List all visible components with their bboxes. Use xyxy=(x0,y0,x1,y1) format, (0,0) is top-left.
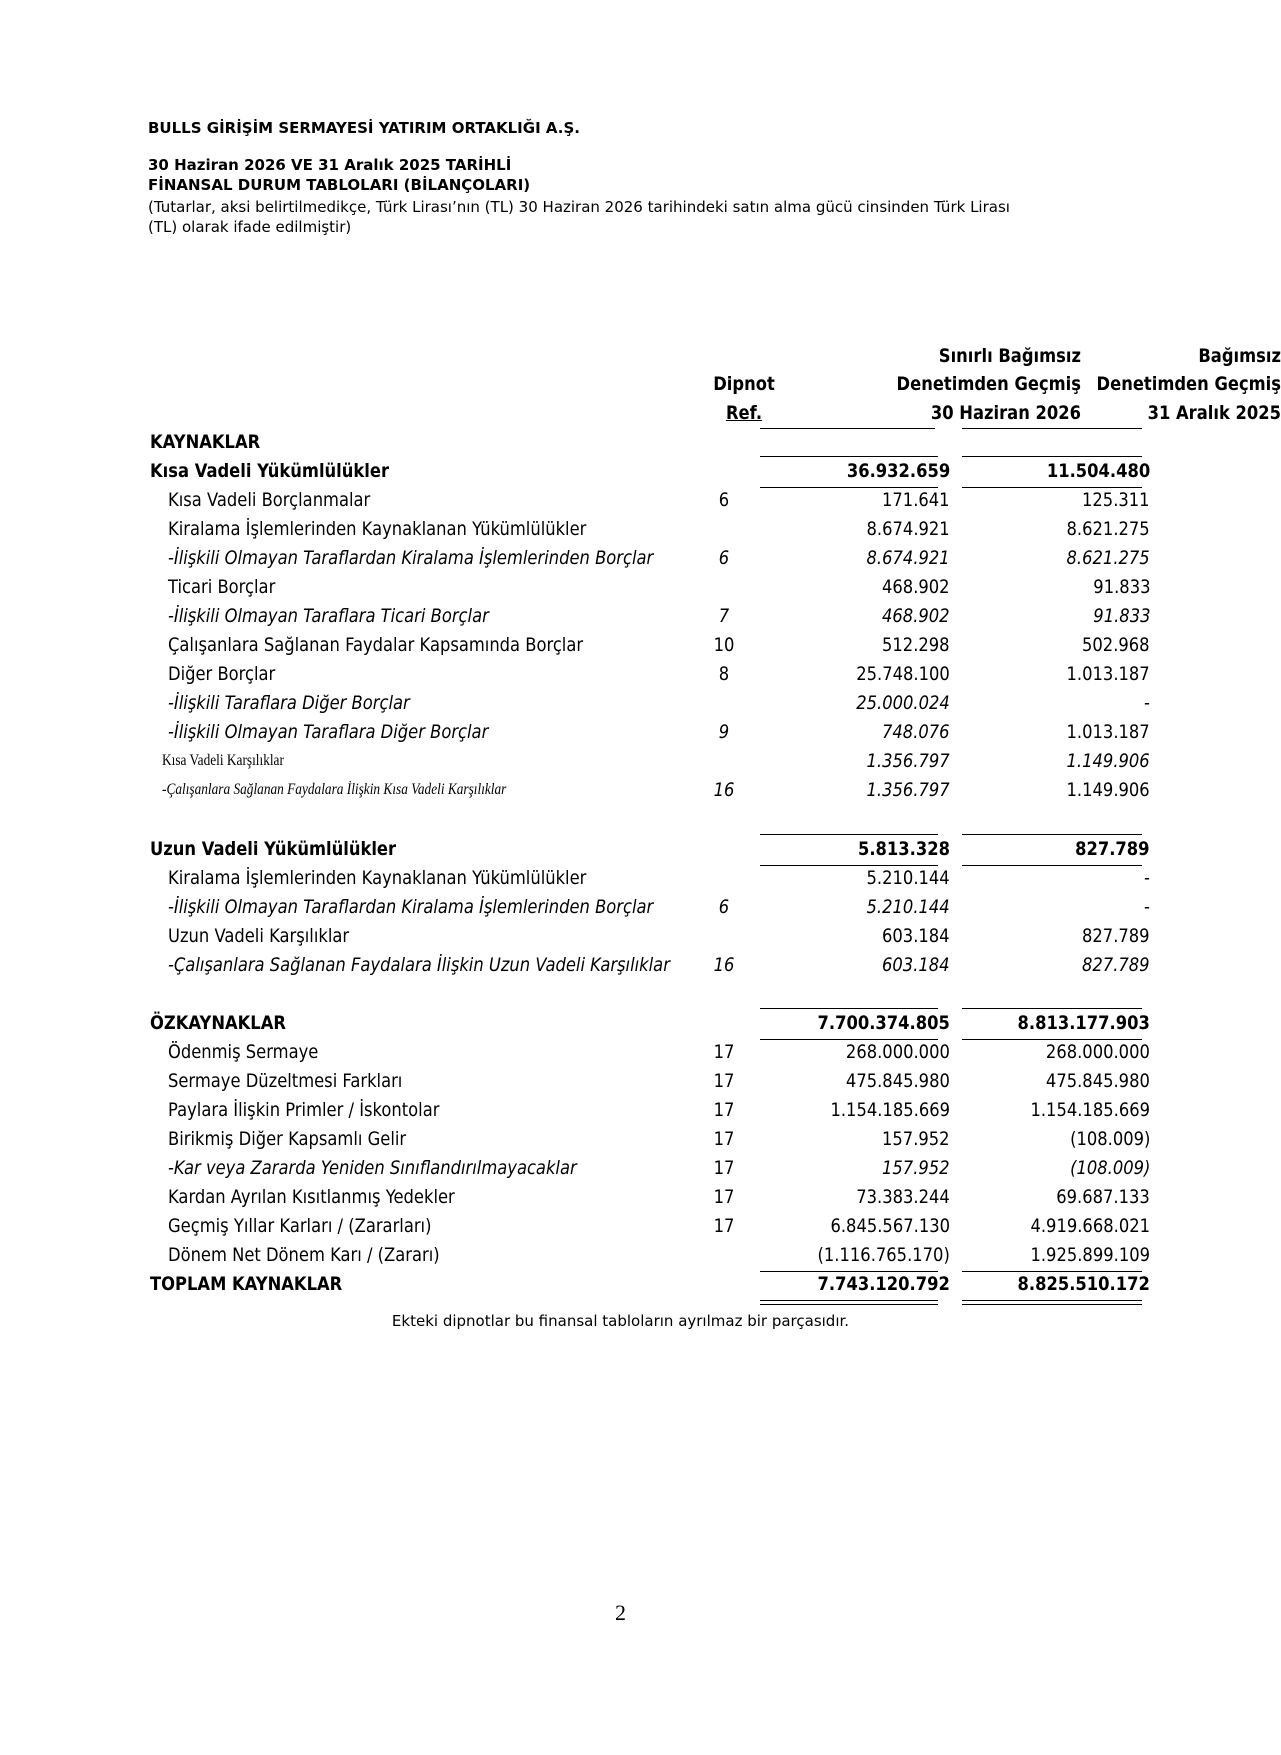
report-title: FİNANSAL DURUM TABLOLARI (BİLANÇOLARI) xyxy=(148,176,531,194)
value-2026: 468.902 xyxy=(882,576,950,598)
ref-number: 17 xyxy=(713,1099,735,1121)
value-2026: 8.674.921 xyxy=(866,518,950,540)
section-label: ÖZKAYNAKLAR xyxy=(150,1012,286,1034)
value-2026: 1.154.185.669 xyxy=(830,1099,950,1121)
row-label: Geçmiş Yıllar Karları / (Zararları) xyxy=(168,1215,432,1237)
row-label: Diğer Borçlar xyxy=(168,663,276,685)
ref-number: 17 xyxy=(713,1157,735,1179)
value-2025: 69.687.133 xyxy=(1056,1186,1150,1208)
row-label: Dönem Net Dönem Karı / (Zararı) xyxy=(168,1244,440,1266)
ref-number: 6 xyxy=(718,547,730,569)
value-2025: - xyxy=(1144,896,1150,918)
value-2025: 827.789 xyxy=(1082,954,1150,976)
ref-number: 16 xyxy=(713,954,735,976)
ref-number: 17 xyxy=(713,1041,735,1063)
ref-number: 6 xyxy=(718,896,730,918)
total-value-2025: 8.825.510.172 xyxy=(1017,1273,1150,1295)
row-label: Kardan Ayrılan Kısıtlanmış Yedekler xyxy=(168,1186,455,1208)
report-note-line2: (TL) olarak ifade edilmiştir) xyxy=(148,218,352,236)
section-label: Kısa Vadeli Yükümlülükler xyxy=(150,460,390,482)
ref-number: 17 xyxy=(713,1070,735,1092)
row-label: -İlişkili Olmayan Taraflara Ticari Borçlar xyxy=(168,605,489,627)
row-label: -Çalışanlara Sağlanan Faydalara İlişkin Kısa Vadeli Karşılıklar xyxy=(162,781,507,798)
row-label: -İlişkili Olmayan Taraflardan Kiralama İşlemlerinden Borçlar xyxy=(168,896,654,918)
page-number: 2 xyxy=(615,1600,626,1625)
report-note-line1: (Tutarlar, aksi belirtilmedikçe, Türk Lirası’nın (TL) 30 Haziran 2026 tarihindeki satın alma gücü cinsinden Türk Lirası xyxy=(148,198,1010,216)
col2-header-line2: Denetimden Geçmiş xyxy=(1096,373,1281,395)
col1-header-line3: 30 Haziran 2026 xyxy=(930,402,1081,424)
value-2025: 91.833 xyxy=(1092,576,1150,598)
col1-header-line1: Sınırlı Bağımsız xyxy=(938,345,1081,367)
report-date-line: 30 Haziran 2026 VE 31 Aralık 2025 TARİHLİ xyxy=(148,156,512,174)
value-2025: 8.621.275 xyxy=(1066,518,1150,540)
value-2025: 4.919.668.021 xyxy=(1030,1215,1150,1237)
footnote: Ekteki dipnotlar bu finansal tabloların ayrılmaz bir parçasıdır. xyxy=(391,1312,850,1330)
value-2026: 73.383.244 xyxy=(856,1186,950,1208)
value-2025: 125.311 xyxy=(1082,489,1150,511)
value-2025: - xyxy=(1144,692,1150,714)
value-2025: 1.154.185.669 xyxy=(1030,1099,1150,1121)
value-2026: 5.210.144 xyxy=(866,896,950,918)
section-label: Uzun Vadeli Yükümlülükler xyxy=(150,838,397,860)
ref-header-line2: Ref. xyxy=(725,402,763,424)
value-2025: 268.000.000 xyxy=(1046,1041,1150,1063)
value-2025: 1.149.906 xyxy=(1066,750,1150,772)
row-label: Birikmiş Diğer Kapsamlı Gelir xyxy=(168,1128,407,1150)
value-2026: 475.845.980 xyxy=(846,1070,950,1092)
ref-number: 17 xyxy=(713,1186,735,1208)
value-2025: 91.833 xyxy=(1092,605,1150,627)
value-2026: 157.952 xyxy=(882,1128,950,1150)
value-2026: 7.700.374.805 xyxy=(817,1012,950,1034)
ref-number: 10 xyxy=(713,634,735,656)
value-2026: 171.641 xyxy=(882,489,950,511)
row-label: -İlişkili Olmayan Taraflardan Kiralama İşlemlerinden Borçlar xyxy=(168,547,654,569)
section-label: KAYNAKLAR xyxy=(150,431,261,453)
value-2025: 11.504.480 xyxy=(1046,460,1150,482)
value-2025: 475.845.980 xyxy=(1046,1070,1150,1092)
value-2025: 8.621.275 xyxy=(1066,547,1150,569)
value-2025: 1.013.187 xyxy=(1066,663,1150,685)
value-2026: 1.356.797 xyxy=(866,750,950,772)
value-2025: 827.789 xyxy=(1075,838,1150,860)
value-2026: 5.813.328 xyxy=(857,838,950,860)
row-label: Ticari Borçlar xyxy=(168,576,276,598)
value-2025: 827.789 xyxy=(1082,925,1150,947)
row-label: Kısa Vadeli Karşılıklar xyxy=(162,752,284,769)
value-2025: (108.009) xyxy=(1069,1157,1150,1179)
value-2026: 25.000.024 xyxy=(856,692,950,714)
ref-header-line1: Dipnot xyxy=(713,373,775,395)
total-value-2026: 7.743.120.792 xyxy=(817,1273,950,1295)
value-2026: (1.116.765.170) xyxy=(817,1244,950,1266)
value-2026: 8.674.921 xyxy=(866,547,950,569)
value-2025: 1.013.187 xyxy=(1066,721,1150,743)
value-2026: 512.298 xyxy=(882,634,950,656)
ref-number: 9 xyxy=(718,721,730,743)
company-name: BULLS GİRİŞİM SERMAYESİ YATIRIM ORTAKLIĞI A.Ş. xyxy=(148,119,580,137)
row-label: -İlişkili Olmayan Taraflara Diğer Borçlar xyxy=(168,721,489,743)
value-2025: 1.925.899.109 xyxy=(1030,1244,1150,1266)
ref-number: 8 xyxy=(718,663,730,685)
row-label: Uzun Vadeli Karşılıklar xyxy=(168,925,350,947)
value-2026: 603.184 xyxy=(882,954,950,976)
value-2026: 603.184 xyxy=(882,925,950,947)
ref-number: 7 xyxy=(718,605,730,627)
value-2026: 5.210.144 xyxy=(866,867,950,889)
row-label: Kiralama İşlemlerinden Kaynaklanan Yükümlülükler xyxy=(168,867,587,889)
value-2025: 502.968 xyxy=(1082,634,1150,656)
value-2025: 8.813.177.903 xyxy=(1017,1012,1150,1034)
value-2026: 748.076 xyxy=(882,721,950,743)
row-label: -Kar veya Zararda Yeniden Sınıflandırılmayacaklar xyxy=(168,1157,577,1179)
value-2026: 468.902 xyxy=(882,605,950,627)
value-2026: 6.845.567.130 xyxy=(830,1215,950,1237)
row-label: Çalışanlara Sağlanan Faydalar Kapsamında Borçlar xyxy=(168,634,584,656)
row-label: -İlişkili Taraflara Diğer Borçlar xyxy=(168,692,410,714)
col1-header-line2: Denetimden Geçmiş xyxy=(896,373,1081,395)
value-2025: - xyxy=(1144,867,1150,889)
ref-number: 17 xyxy=(713,1215,735,1237)
row-label: -Çalışanlara Sağlanan Faydalara İlişkin Uzun Vadeli Karşılıklar xyxy=(168,954,670,976)
ref-number: 16 xyxy=(713,779,735,801)
row-label: Paylara İlişkin Primler / İskontolar xyxy=(168,1099,440,1121)
value-2025: (108.009) xyxy=(1069,1128,1150,1150)
value-2026: 25.748.100 xyxy=(856,663,950,685)
row-label: Sermaye Düzeltmesi Farkları xyxy=(168,1070,403,1092)
value-2025: 1.149.906 xyxy=(1066,779,1150,801)
value-2026: 268.000.000 xyxy=(846,1041,950,1063)
balance-sheet-table xyxy=(150,0,1281,1340)
value-2026: 36.932.659 xyxy=(846,460,950,482)
row-label: Kısa Vadeli Borçlanmalar xyxy=(168,489,371,511)
ref-number: 6 xyxy=(718,489,730,511)
total-label: TOPLAM KAYNAKLAR xyxy=(150,1273,343,1295)
col2-header-line1: Bağımsız xyxy=(1198,345,1281,367)
value-2026: 1.356.797 xyxy=(866,779,950,801)
row-label: Kiralama İşlemlerinden Kaynaklanan Yükümlülükler xyxy=(168,518,587,540)
row-label: Ödenmiş Sermaye xyxy=(168,1041,319,1063)
ref-number: 17 xyxy=(713,1128,735,1150)
col2-header-line3: 31 Aralık 2025 xyxy=(1147,402,1281,424)
value-2026: 157.952 xyxy=(882,1157,950,1179)
